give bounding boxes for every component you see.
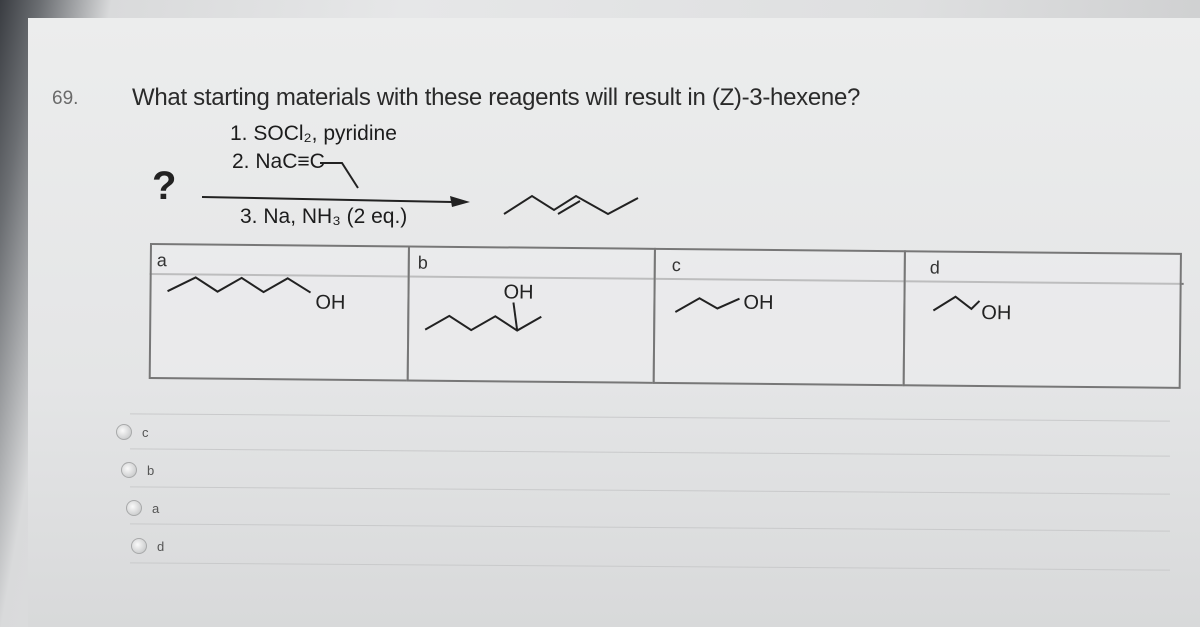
choice-c-oh-label: OH — [743, 291, 774, 314]
choice-d-structure — [931, 283, 1131, 329]
choice-d-cell — [903, 250, 1182, 389]
starting-material-unknown: ? — [152, 164, 177, 208]
choice-b-oh-label: OH — [503, 281, 534, 304]
choice-c-structure — [673, 280, 873, 322]
choice-b-structure — [421, 278, 582, 350]
reagent-step-1: 1. SOCl₂, pyridine — [230, 122, 397, 145]
option-c-radio[interactable] — [116, 424, 132, 440]
choice-b-label: b — [417, 252, 428, 273]
reagent-step-3: 3. Na, NH₃ (2 eq.) — [240, 205, 408, 228]
choice-b-cell — [407, 245, 656, 383]
answer-choices-table — [149, 243, 1184, 393]
product-z-3-hexene-structure — [500, 186, 645, 226]
choice-a-structure — [165, 273, 395, 315]
option-d[interactable] — [131, 538, 164, 554]
choice-a-cell — [149, 243, 410, 381]
option-d-radio[interactable] — [131, 538, 147, 554]
option-a[interactable] — [126, 500, 159, 516]
option-b-label: b — [147, 462, 155, 478]
choice-a-label: a — [156, 250, 167, 271]
option-b-radio[interactable] — [121, 462, 137, 478]
option-b[interactable] — [121, 462, 154, 478]
option-c[interactable] — [116, 424, 149, 440]
option-d-label: d — [157, 538, 165, 554]
option-a-radio[interactable] — [126, 500, 142, 516]
option-a-label: a — [152, 500, 160, 516]
reagent-step-2-text: 2. NaC≡C — [232, 150, 325, 173]
choice-c-label: c — [671, 255, 681, 276]
choice-d-oh-label: OH — [981, 301, 1012, 325]
choice-a-oh-label: OH — [315, 291, 346, 314]
reagent-step-2 — [232, 150, 325, 174]
option-c-label: c — [142, 424, 149, 440]
question-number: 69. — [52, 88, 79, 109]
choice-d-label: d — [929, 257, 940, 278]
question-text: What starting materials with these reagents will result in (Z)-3-hexene? — [132, 84, 861, 111]
choice-c-cell — [653, 248, 906, 386]
